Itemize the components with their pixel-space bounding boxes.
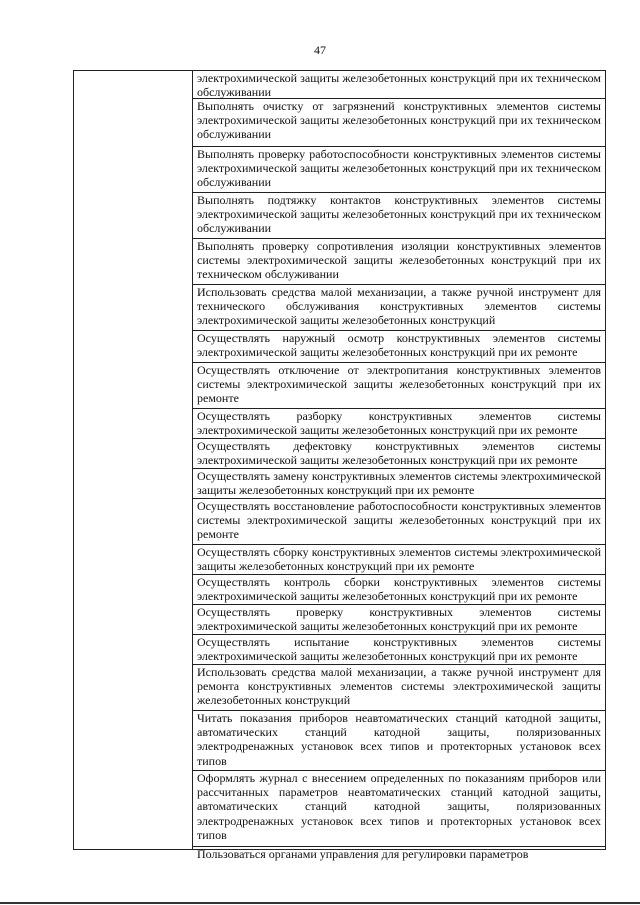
- table-row: электрохимической защиты железобетонных конструкций при их техническом обслуживании: [193, 71, 605, 99]
- table-row: Использовать средства малой механизации, а также ручной инструмент для технического обслуживания конструктивных элементов системы электрохимической защиты железобетонных конструкций: [193, 285, 605, 331]
- table-row: Выполнять проверку сопротивления изоляции конструктивных элементов системы электрохимической защиты железобетонных конструкций при их техническом обслуживании: [193, 239, 605, 285]
- table-row: Осуществлять дефектовку конструктивных элементов системы электрохимической защиты железобетонных конструкций при их ремонте: [193, 439, 605, 469]
- table-row: Осуществлять проверку конструктивных элементов системы электрохимической защиты железобетонных конструкций при их ремонте: [193, 605, 605, 635]
- table-row: Осуществлять отключение от электропитания конструктивных элементов системы электрохимической защиты железобетонных конструкций при их ремонте: [193, 363, 605, 409]
- table-row: Выполнять проверку работоспособности конструктивных элементов системы электрохимической защиты железобетонных конструкций при их техническом обслуживании: [193, 147, 605, 193]
- table-row: Осуществлять восстановление работоспособности конструктивных элементов системы электрохимической защиты железобетонных конструкций при их ремонте: [193, 499, 605, 545]
- skills-table: [73, 70, 606, 861]
- table-left-column: [74, 71, 193, 849]
- table-row: Осуществлять замену конструктивных элементов системы электрохимической защиты железобетонных конструкций при их ремонте: [193, 469, 605, 499]
- table-row: Осуществлять сборку конструктивных элементов системы электрохимической защиты железобетонных конструкций при их ремонте: [193, 545, 605, 575]
- table-row: Осуществлять разборку конструктивных элементов системы электрохимической защиты железобетонных конструкций при их ремонте: [193, 409, 605, 439]
- table-row: Читать показания приборов неавтоматических станций катодной защиты, автоматических станций катодной защиты, поляризованных электродренажных установок всех типов и протекторных установок всех типов: [193, 711, 605, 771]
- page-number: 47: [314, 43, 326, 57]
- table-row: Выполнять подтяжку контактов конструктивных элементов системы электрохимической защиты железобетонных конструкций при их техническом обслуживании: [193, 193, 605, 239]
- table-row: Пользоваться органами управления для регулировки параметров: [197, 847, 529, 861]
- table-row: Оформлять журнал с внесением определенных по показаниям приборов или рассчитанных параметров неавтоматических станций катодной защиты, автоматических станций катодной защиты, поляризованных электродренажных установок всех типов и протекторных установок всех типов: [193, 771, 605, 847]
- table-row: Выполнять очистку от загрязнений конструктивных элементов системы электрохимической защиты железобетонных конструкций при их техническом обслуживании: [193, 99, 605, 147]
- table-row: Использовать средства малой механизации, а также ручной инструмент для ремонта конструктивных элементов системы электрохимической защиты железобетонных конструкций: [193, 665, 605, 711]
- bottom-scan-edge: [0, 902, 640, 904]
- table-row: Осуществлять наружный осмотр конструктивных элементов системы электрохимической защиты железобетонных конструкций при их ремонте: [193, 331, 605, 363]
- table-row: Осуществлять контроль сборки конструктивных элементов системы электрохимической защиты железобетонных конструкций при их ремонте: [193, 575, 605, 605]
- table-rows: [193, 71, 605, 863]
- table-row: Осуществлять испытание конструктивных элементов системы электрохимической защиты железобетонных конструкций при их ремонте: [193, 635, 605, 665]
